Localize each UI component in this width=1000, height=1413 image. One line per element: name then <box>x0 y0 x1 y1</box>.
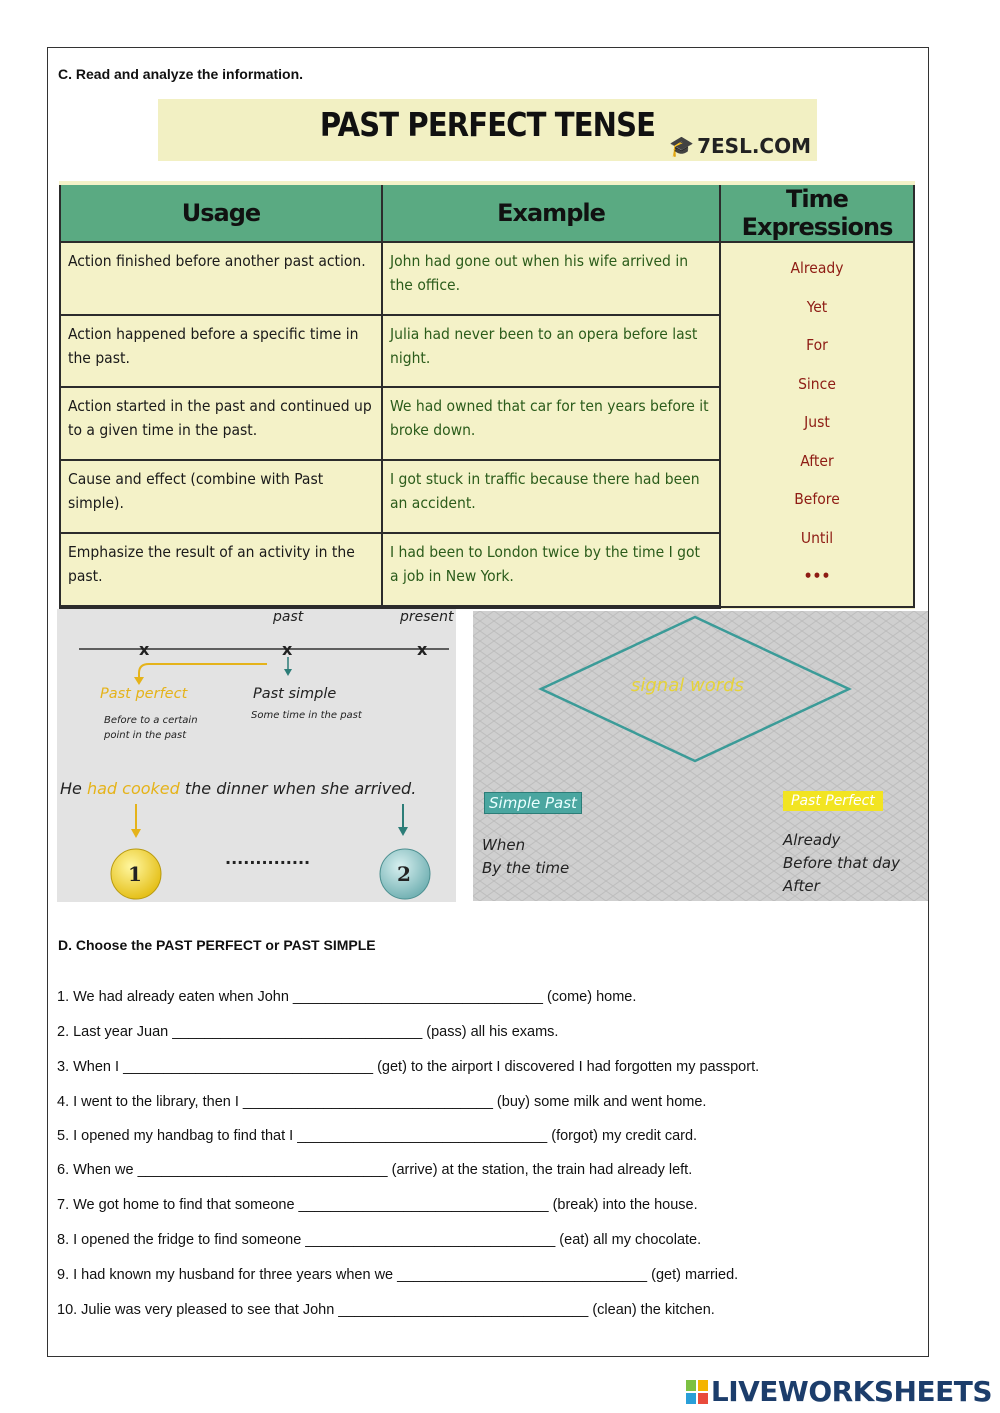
section-c-heading: C. Read and analyze the information. <box>58 66 304 82</box>
exercise-item[interactable]: 3. When I _______________________________ (get) to the airport I discovered I had forgotten my passport. <box>57 1059 760 1075</box>
signal-words-title: signal words <box>631 675 744 696</box>
simple-past-label: Simple Past <box>484 792 582 814</box>
past-perfect-word: Already <box>783 831 841 849</box>
example-cell: John had gone out when his wife arrived in the office. <box>382 242 720 315</box>
past-perfect-word: Before that day <box>783 854 900 872</box>
past-label: past <box>273 609 304 625</box>
exercise-item[interactable]: 5. I opened my handbag to find that I _______________________________ (forgot) my credit card. <box>57 1128 698 1144</box>
usage-cell: Cause and effect (combine with Past simple). <box>60 460 382 533</box>
usage-cell: Action started in the past and continued up to a given time in the past. <box>60 387 382 460</box>
banner-logo: 🎓 7ESL.COM <box>669 134 811 158</box>
present-label: present <box>400 609 454 625</box>
simple-past-word: When <box>482 836 526 854</box>
grammar-table <box>59 181 915 609</box>
simple-past-word: By the time <box>482 859 570 877</box>
exercise-item[interactable]: 10. Julie was very pleased to see that John _______________________________ (clean) the kitchen. <box>57 1302 715 1318</box>
signal-words-illustration <box>473 611 928 901</box>
exercise-item[interactable]: 4. I went to the library, then I _______________________________ (buy) some milk and went home. <box>57 1094 707 1110</box>
time-expression: For <box>806 336 828 354</box>
dots: .............. <box>225 849 311 868</box>
table-row <box>60 242 914 315</box>
svg-text:x: x <box>282 640 293 659</box>
section-d-heading: D. Choose the PAST PERFECT or PAST SIMPLE <box>58 937 376 953</box>
circle-two-label: 2 <box>397 862 411 886</box>
example-cell: I got stuck in traffic because there had been an accident. <box>382 460 720 533</box>
exercise-item[interactable]: 7. We got home to find that someone _______________________________ (break) into the house. <box>57 1197 698 1213</box>
example-cell: Julia had never been to an opera before last night. <box>382 315 720 388</box>
header-usage: Usage <box>60 183 382 242</box>
exercise-item[interactable]: 2. Last year Juan _______________________________ (pass) all his exams. <box>57 1024 559 1040</box>
example-cell: I had been to London twice by the time I got a job in New York. <box>382 533 720 607</box>
time-expression: Before <box>794 490 840 508</box>
time-expression: Yet <box>806 297 828 316</box>
time-expressions-cell <box>720 242 914 607</box>
past-simple-note: Some time in the past <box>251 710 362 721</box>
past-perfect-note: Before to a certain point in the past <box>104 715 198 741</box>
graduation-cap-icon: 🎓 <box>669 134 695 158</box>
time-expression: Until <box>800 528 834 547</box>
usage-cell: Emphasize the result of an activity in the past. <box>60 533 382 607</box>
exercise-item[interactable]: 6. When we _______________________________ (arrive) at the station, the train had already left. <box>57 1162 693 1178</box>
example-cell: We had owned that car for ten years before it broke down. <box>382 387 720 460</box>
header-example: Example <box>382 183 720 242</box>
svg-text:x: x <box>139 640 150 659</box>
circle-one-label: 1 <box>128 862 142 886</box>
usage-cell: Action finished before another past action. <box>60 242 382 315</box>
past-perfect-label: Past perfect <box>100 686 188 702</box>
usage-cell: Action happened before a specific time in the past. <box>60 315 382 388</box>
example-sentence: He had cooked the dinner when she arrived. <box>60 779 417 798</box>
time-expression: After <box>800 451 834 470</box>
past-simple-label: Past simple <box>253 686 337 702</box>
header-time: Time Expressions <box>720 183 914 242</box>
past-perfect-word: After <box>783 877 820 895</box>
past-perfect-signal-label: Past Perfect <box>783 791 883 811</box>
time-expression: ••• <box>803 567 831 585</box>
time-expression: Since <box>798 374 836 393</box>
exercise-item[interactable]: 8. I opened the fridge to find someone _______________________________ (eat) all my chocolate. <box>57 1232 702 1248</box>
svg-text:x: x <box>417 640 428 659</box>
banner-title: PAST PERFECT TENSE <box>319 105 656 144</box>
time-expression: Just <box>804 413 830 431</box>
exercise-item[interactable]: 9. I had known my husband for three years when we _______________________________ (get) married. <box>57 1267 739 1283</box>
liveworksheets-logo: LIVEWORKSHEETS <box>686 1375 992 1408</box>
banner <box>158 99 817 161</box>
time-expression: Already <box>790 259 844 277</box>
exercise-item[interactable]: 1. We had already eaten when John _______________________________ (come) home. <box>57 989 637 1005</box>
timeline-illustration <box>57 609 456 902</box>
liveworksheets-icon <box>686 1380 708 1404</box>
